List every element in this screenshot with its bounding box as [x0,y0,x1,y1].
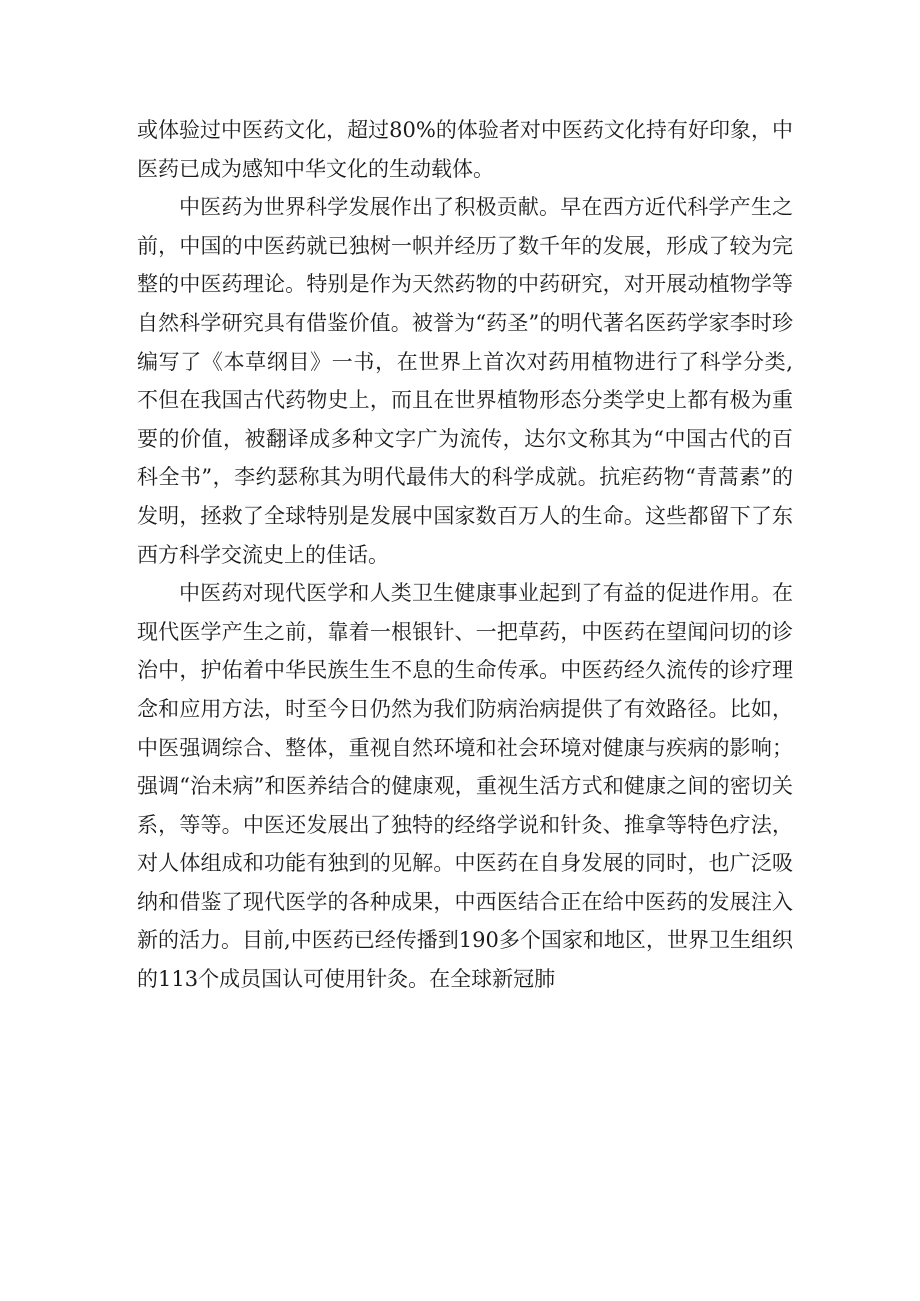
paragraph-continued: 或体验过中医药文化，超过80%的体验者对中医药文化持有好印象，中医药已成为感知中华文化的生动载体。 [137,118,793,181]
paragraph-modern-medicine: 中医药对现代医学和人类卫生健康事业起到了有益的促进作用。在现代医学产生之前，靠着一根银针、一把草药，中医药在望闻问切的诊治中，护佑着中华民族生生不息的生命传承。中医药经久流传的诊疗理念和应用方法，时至今日仍然为我们防病治病提供了有效路径。比如，中医强调综合、整体，重视自然环境和社会环境对健康与疾病的影响；强调“治未病”和医养结合的健康观，重视生活方式和健康之间的密切关系，等等。中医还发展出了独特的经络学说和针灸、推拿等特色疗法，对人体组成和功能有独到的见解。中医药在自身发展的同时，也广泛吸纳和借鉴了现代医学的各种成果，中西医结合正在给中医药的发展注入新的活力。目前,中医药已经传播到190多个国家和地区，世界卫生组织的113个成员国认可使用针灸。在全球新冠肺 [137,581,793,992]
paragraph-science-contribution: 中医药为世界科学发展作出了积极贡献。早在西方近代科学产生之前，中国的中医药就已独树一帜并经历了数千年的发展，形成了较为完整的中医药理论。特别是作为天然药物的中药研究，对开展动植物学等自然科学研究具有借鉴价值。被誉为“药圣”的明代著名医药学家李时珍编写了《本草纲目》一书，在世界上首次对药用植物进行了科学分类,不但在我国古代药物史上，而且在世界植物形态分类学史上都有极为重要的价值，被翻译成多种文字广为流传，达尔文称其为“中国古代的百科全书”，李约瑟称其为明代最伟大的科学成就。抗疟药物“青蒿素”的发明，拯救了全球特别是发展中国家数百万人的生命。这些都留下了东西方科学交流史上的佳话。 [137,195,793,567]
body-text [137,111,793,999]
